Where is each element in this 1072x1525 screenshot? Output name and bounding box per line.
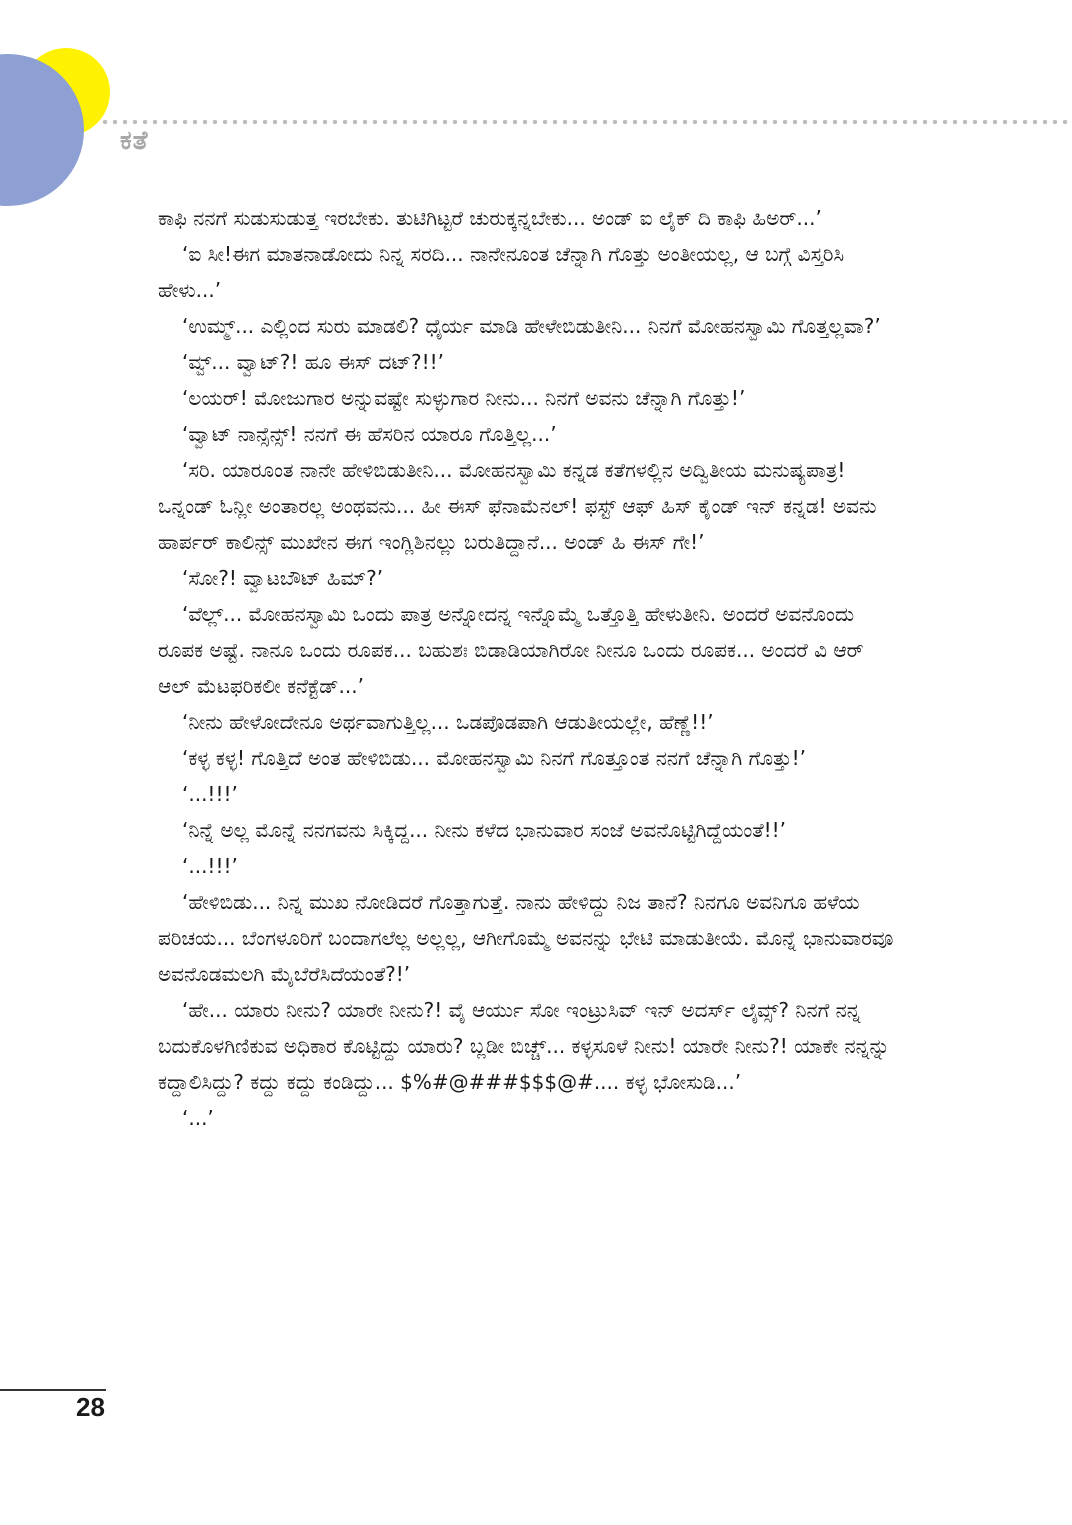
story-paragraph: ಕಾಫಿ ನನಗೆ ಸುಡುಸುಡುತ್ತ ಇರಬೇಕು. ತುಟಿಗಿಟ್ಟರೆ ಚುರುಕ್ಕನ್ನಬೇಕು... ಅಂಡ್ ಐ ಲೈಕ್ ದಿ ಕಾಫಿ ಹಿಅರ್...’ — [158, 206, 822, 230]
story-paragraph: ‘ಲಯರ್! ಮೋಜುಗಾರ ಅನ್ನುವಷ್ಟೇ ಸುಳ್ಳುಗಾರ ನೀನು... ನಿನಗೆ ಅವನು ಚೆನ್ನಾಗಿ ಗೊತ್ತು!’ — [182, 386, 746, 410]
story-paragraph: ‘...!!!’ — [182, 782, 238, 806]
dotted-header-rule — [100, 118, 1068, 126]
story-paragraph: ‘ಉಮ್ಮ್... ಎಲ್ಲಿಂದ ಸುರು ಮಾಡಲಿ? ಧೈರ್ಯ ಮಾಡಿ ಹೇಳೇಬಿಡುತೀನಿ... ನಿನಗೆ ಮೋಹನಸ್ವಾಮಿ ಗೊತ್ತಲ್ಲವಾ?’ — [182, 314, 881, 338]
page-number: 28 — [76, 1392, 105, 1422]
story-paragraph: ‘...’ — [182, 1106, 214, 1130]
story-paragraph: ‘ನೀನು ಹೇಳೋದೇನೂ ಅರ್ಥವಾಗುತ್ತಿಲ್ಲ... ಒಡಪೊಡಪಾಗಿ ಆಡುತೀಯಲ್ಲೇ, ಹೆಣ್ಣೆ!!’ — [182, 710, 714, 734]
story-paragraph: ‘ವೆಲ್ಲ್... ಮೋಹನಸ್ವಾಮಿ ಒಂದು ಪಾತ್ರ ಅನ್ನೋದನ್ನ ಇನ್ನೊಮ್ಮೆ ಒತ್ತೊತ್ತಿ ಹೇಳುತೀನಿ. ಅಂದರೆ ಅವನೊಂದು ರೂಪಕ ಅಷ್ಟೆ. ನಾನೂ ಒಂದು ರೂಪಕ... ಬಹುಶಃ ಬಿಡಾಡಿಯಾಗಿರೋ ನೀನೂ ಒಂದು ರೂಪಕ... ಅಂದರೆ ವಿ ಆರ್ ಆಲ್ ಮೆಟಫರಿಕಲೀ ಕನೆಕ್ಟೆಡ್...’ — [158, 602, 864, 698]
story-paragraph: ‘ಸೋ?! ವ್ವಾಟಬೌಟ್ ಹಿಮ್?’ — [182, 566, 384, 590]
story-paragraph: ‘ನಿನ್ನೆ ಅಲ್ಲ ಮೊನ್ನೆ ನನಗವನು ಸಿಕ್ಕಿದ್ದ... ನೀನು ಕಳೆದ ಭಾನುವಾರ ಸಂಜೆ ಅವನೊಟ್ಟಿಗಿದ್ದೆಯಂತೆ!!’ — [182, 818, 787, 842]
section-label: ಕತೆ — [120, 126, 149, 156]
story-paragraph: ‘ಹೇಳಿಬಿಡು... ನಿನ್ನ ಮುಖ ನೋಡಿದರೆ ಗೊತ್ತಾಗುತ್ತೆ. ನಾನು ಹೇಳಿದ್ದು ನಿಜ ತಾನೆ? ನಿನಗೂ ಅವನಿಗೂ ಹಳೆಯ ಪರಿಚಯ... ಬೆಂಗಳೂರಿಗೆ ಬಂದಾಗಲೆಲ್ಲ ಅಲ್ಲಲ್ಲ, ಆಗೀಗೊಮ್ಮೆ ಅವನನ್ನು ಭೇಟಿ ಮಾಡುತೀಯೆ. ಮೊನ್ನೆ ಭಾನುವಾರವೂ ಅವನೊಡಮಲಗಿ ಮೈಬೆರೆಸಿದೆಯಂತೆ?!’ — [158, 890, 894, 986]
corner-circles-decoration — [0, 0, 200, 220]
story-paragraph: ‘ವ್ವಾಟ್ ನಾನ್ಸೆನ್ಸ್! ನನಗೆ ಈ ಹೆಸರಿನ ಯಾರೂ ಗೊತ್ತಿಲ್ಲ...’ — [182, 422, 557, 446]
story-paragraph: ‘ಹೇ... ಯಾರು ನೀನು? ಯಾರೇ ನೀನು?! ವೈ ಆರ್ಯು ಸೋ ಇಂಟ್ರುಸಿವ್ ಇನ್ ಅದರ್ಸ್ ಲೈವ್ಸ್? ನಿನಗೆ ನನ್ನ ಬದುಕೊಳಗಿಣಿಕುವ ಅಧಿಕಾರ ಕೊಟ್ಟಿದ್ದು ಯಾರು? ಬ್ಲಡೀ ಬಿಚ್ಚ್... ಕಳ್ಳಸೂಳೆ ನೀನು! ಯಾರೇ ನೀನು?! ಯಾಕೇ ನನ್ನನ್ನು ಕದ್ದಾಲಿಸಿದ್ದು? ಕದ್ದು ಕದ್ದು ಕಂಡಿದ್ದು... $%#@###$$$@#.... ಕಳ್ಳ ಭೋಸುಡಿ...’ — [158, 998, 890, 1094]
story-paragraph: ‘ಸರಿ. ಯಾರೂಂತ ನಾನೇ ಹೇಳಿಬಿಡುತೀನಿ... ಮೋಹನಸ್ವಾಮಿ ಕನ್ನಡ ಕತೆಗಳಲ್ಲಿನ ಅದ್ವಿತೀಯ ಮನುಷ್ಯಪಾತ್ರ! ಒನ್ನಂಡ್ ಓನ್ಲೀ ಅಂತಾರಲ್ಲ ಅಂಥವನು... ಹೀ ಈಸ್ ಫೆನಾಮೆನಲ್! ಫಸ್ಟ್ ಆಫ್ ಹಿಸ್ ಕೈಂಡ್ ಇನ್ ಕನ್ನಡ! ಅವನು ಹಾರ್ಪರ್ ಕಾಲಿನ್ಸ್ ಮುಖೇನ ಈಗ ಇಂಗ್ಲಿಶಿನಲ್ಲು ಬರುತಿದ್ದಾನೆ... ಅಂಡ್ ಹಿ ಈಸ್ ಗೇ!’ — [158, 458, 877, 554]
story-body — [158, 200, 898, 1136]
footer-rule — [0, 1389, 106, 1391]
story-paragraph: ‘ವ್ವ್... ವ್ವಾಟ್?! ಹೂ ಈಸ್ ದಟ್?!!’ — [182, 350, 445, 374]
story-paragraph: ‘ಕಳ್ಳ ಕಳ್ಳ! ಗೊತ್ತಿದೆ ಅಂತ ಹೇಳಿಬಿಡು... ಮೋಹನಸ್ವಾಮಿ ನಿನಗೆ ಗೊತ್ತೂಂತ ನನಗೆ ಚೆನ್ನಾಗಿ ಗೊತ್ತು!’ — [182, 746, 806, 770]
story-paragraph: ‘...!!!’ — [182, 854, 238, 878]
story-paragraph: ‘ಐ ಸೀ!ಈಗ ಮಾತನಾಡೋದು ನಿನ್ನ ಸರದಿ... ನಾನೇನೂಂತ ಚೆನ್ನಾಗಿ ಗೊತ್ತು ಅಂತೀಯಲ್ಲ, ಆ ಬಗ್ಗೆ ವಿಸ್ತರಿಸಿ ಹೇಳು...’ — [158, 242, 845, 302]
